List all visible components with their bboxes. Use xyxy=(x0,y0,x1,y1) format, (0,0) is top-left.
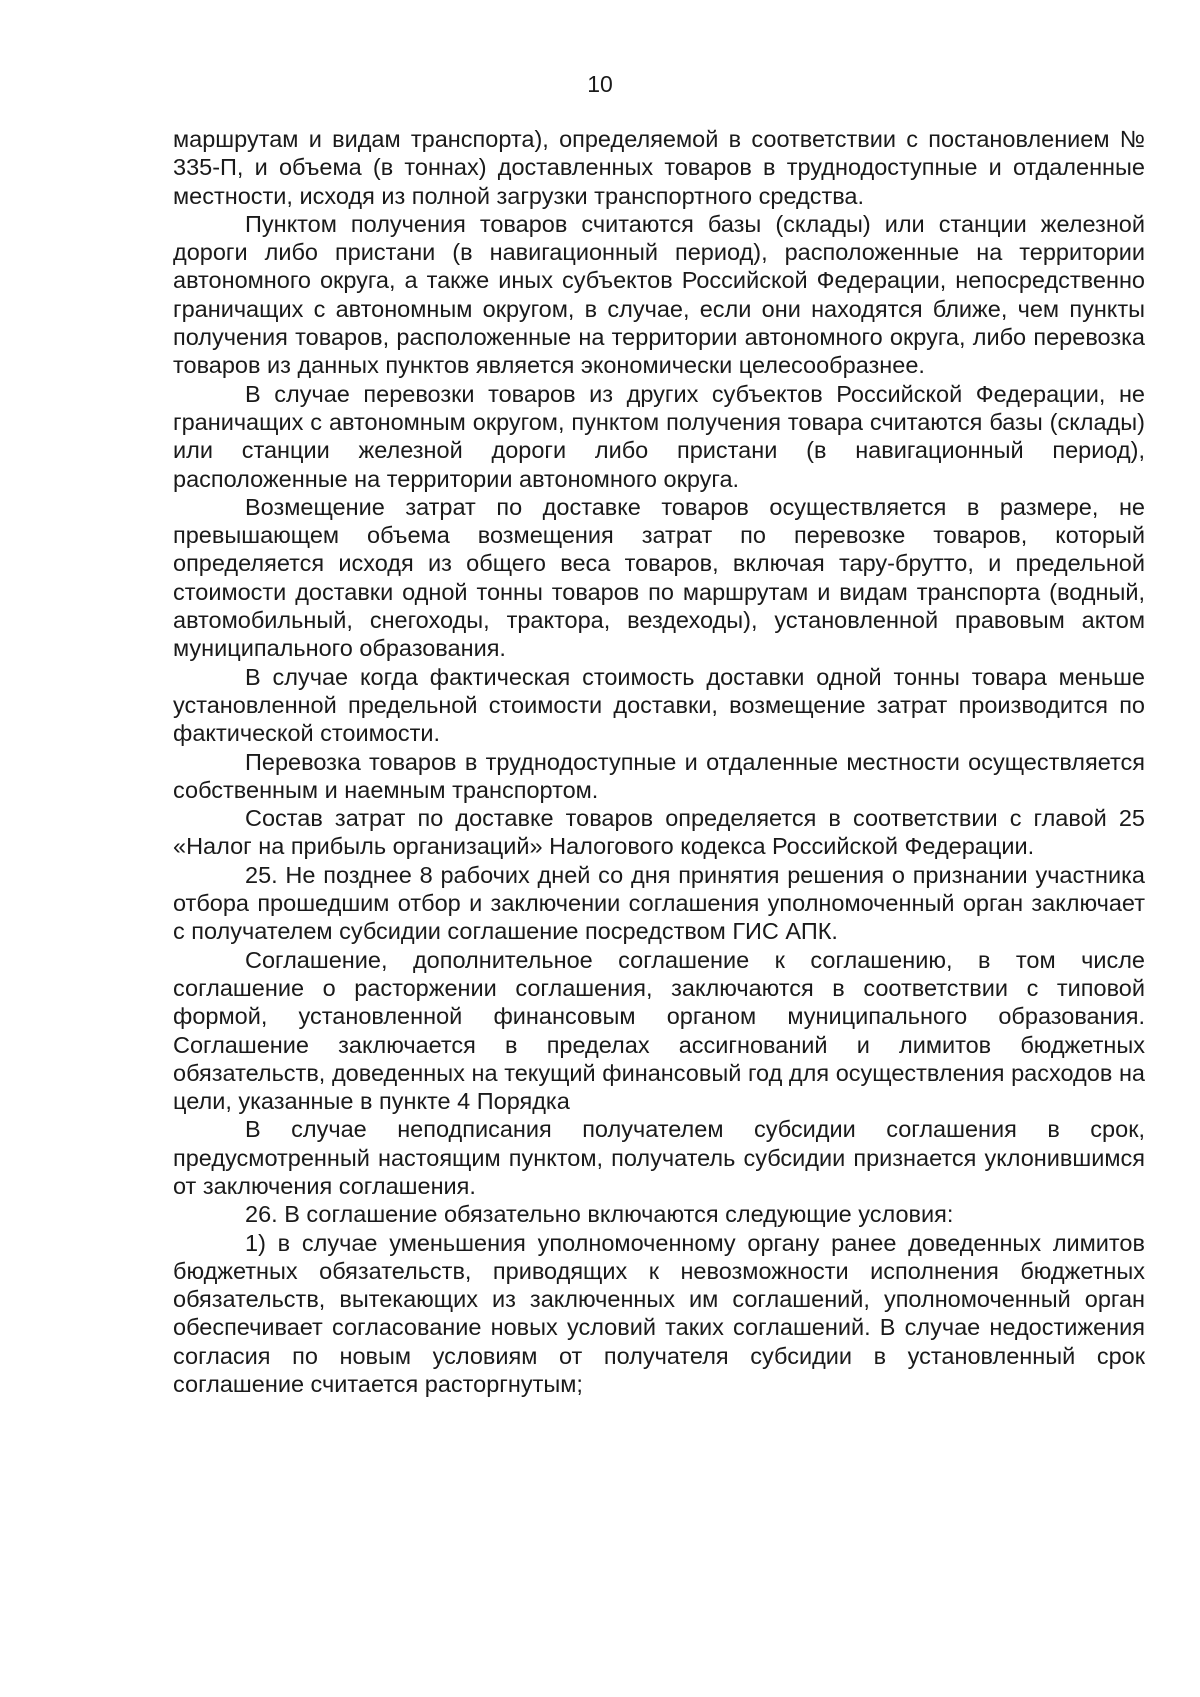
paragraph-item-25: 25. Не позднее 8 рабочих дней со дня принятия решения о признании участника отбора прошедшим отбор и заключении соглашения уполномоченный орган заключает с получателем субсидии соглашение посредством ГИС АПК. xyxy=(173,861,1145,945)
paragraph-item-26: 26. В соглашение обязательно включаются следующие условия: xyxy=(245,1201,954,1228)
paragraph-continuation: маршрутам и видам транспорта), определяемой в соответствии с постановлением № 335-П, и объема (в тоннах) доставленных товаров в труднодоступные и отдаленные местности, исходя из полной загрузки транспортного средства. xyxy=(173,126,1145,209)
page-number: 10 xyxy=(587,71,613,97)
paragraph-cost-reimbursement: Возмещение затрат по доставке товаров осуществляется в размере, не превышающем объема возмещения затрат по перевозке товаров, который определяется исходя из общего веса товаров, включая тару-брутто, и предельной стоимости доставки одной тонны товаров по маршрутам и видам транспорта (водный, автомобильный, снегоходы, трактора, вездеходы), установленной правовым актом муниципального образования. xyxy=(173,493,1145,662)
document-body xyxy=(173,125,1145,1398)
paragraph-agreement-form: Соглашение, дополнительное соглашение к соглашению, в том числе соглашение о расторжении соглашения, заключаются в соответствии с типовой формой, установленной финансовым органом муниципального образования. Соглашение заключается в пределах ассигнований и лимитов бюджетных обязательств, доведенных на текущий финансовый год для осуществления расходов на цели, указанные в пункте 4 Порядка xyxy=(173,946,1145,1115)
paragraph-transport: Перевозка товаров в труднодоступные и отдаленные местности осуществляется собственным и наемным транспортом. xyxy=(173,748,1145,803)
paragraph-other-regions: В случае перевозки товаров из других субъектов Российской Федерации, не граничащих с автономным округом, пунктом получения товара считаются базы (склады) или станции железной дороги либо пристани (в навигационный период), расположенные на территории автономного округа. xyxy=(173,380,1145,492)
paragraph-item-26-1: 1) в случае уменьшения уполномоченному органу ранее доведенных лимитов бюджетных обязательств, приводящих к невозможности исполнения бюджетных обязательств, вытекающих из заключенных им соглашений, уполномоченный орган обеспечивает согласование новых условий таких соглашений. В случае недостижения согласия по новым условиям от получателя субсидии в установленный срок соглашение считается расторгнутым; xyxy=(173,1229,1145,1398)
paragraph-cost-composition: Состав затрат по доставке товаров определяется в соответствии с главой 25 «Налог на прибыль организаций» Налогового кодекса Российской Федерации. xyxy=(173,805,1145,860)
paragraph-actual-cost: В случае когда фактическая стоимость доставки одной тонны товара меньше установленной предельной стоимости доставки, возмещение затрат производится по фактической стоимости. xyxy=(173,663,1145,747)
paragraph-receiving-point: Пунктом получения товаров считаются базы (склады) или станции железной дороги либо пристани (в навигационный период), расположенные на территории автономного округа, а также иных субъектов Российской Федерации, непосредственно граничащих с автономным округом, в случае, если они находятся ближе, чем пункты получения товаров, расположенные на территории автономного округа, либо перевозка товаров из данных пунктов является экономически целесообразнее. xyxy=(173,210,1145,379)
paragraph-non-signing: В случае неподписания получателем субсидии соглашения в срок, предусмотренный настоящим пунктом, получатель субсидии признается уклонившимся от заключения соглашения. xyxy=(173,1116,1145,1199)
